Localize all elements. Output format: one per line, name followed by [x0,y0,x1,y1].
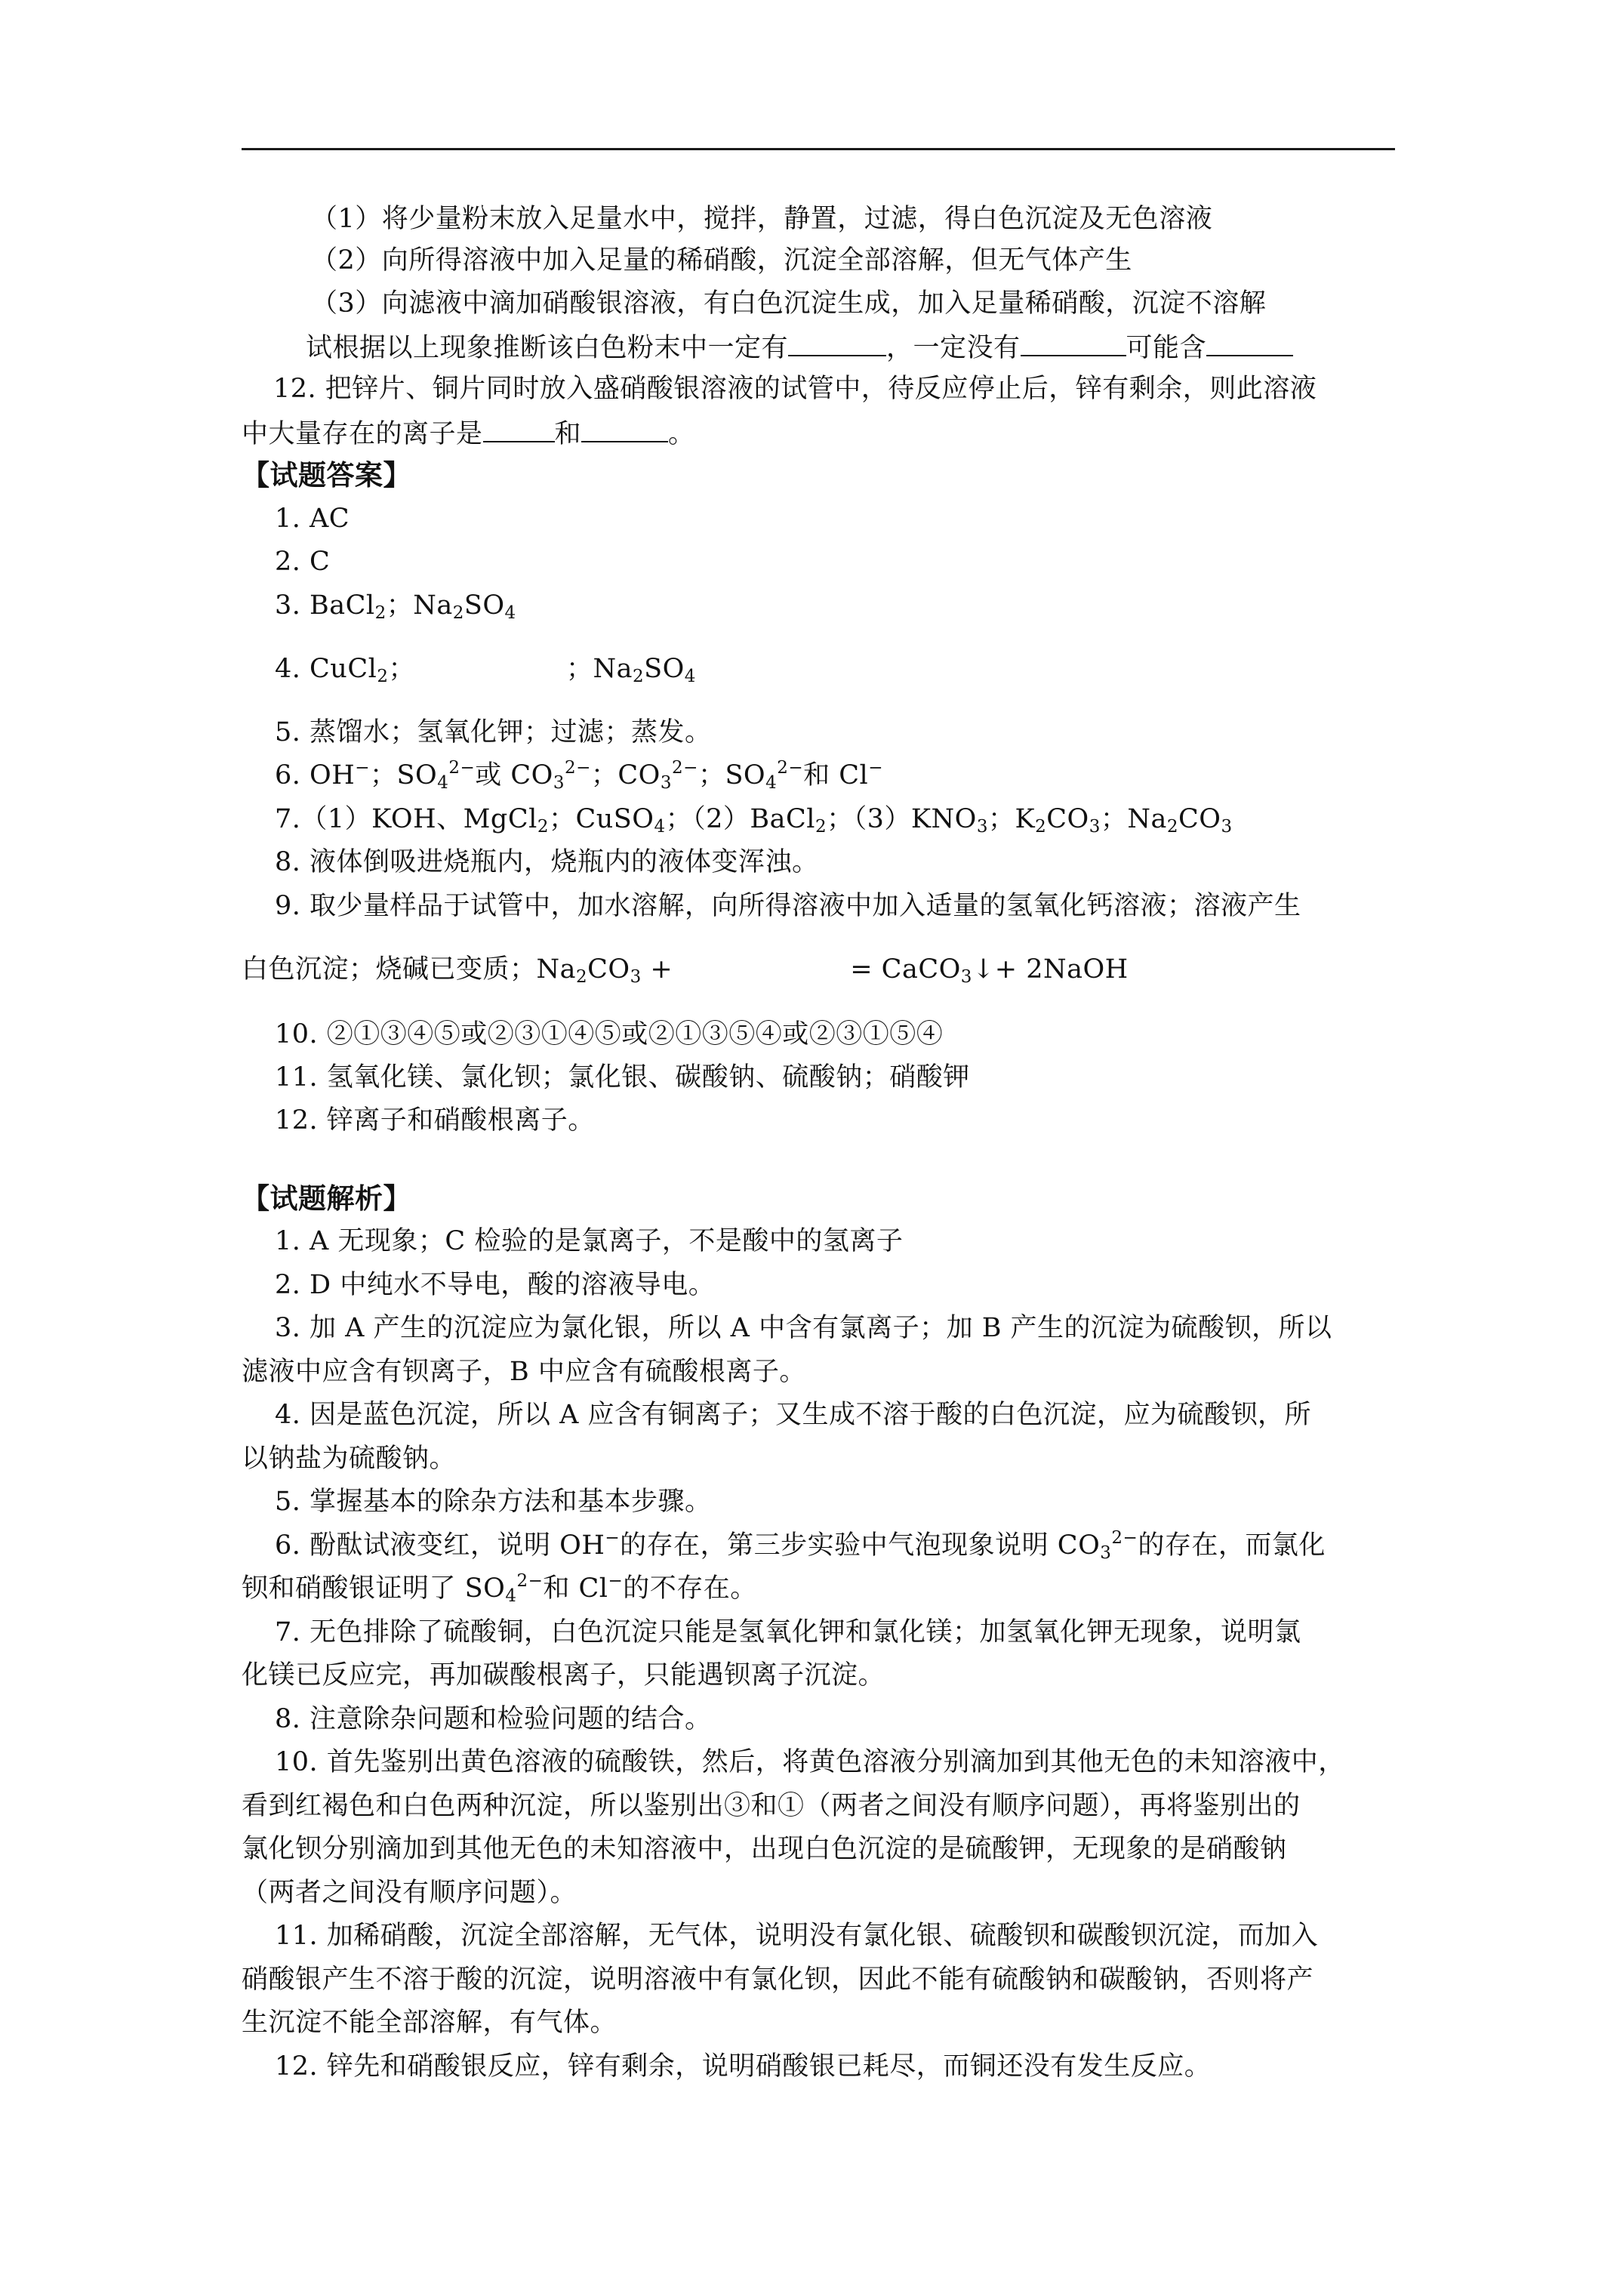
analysis-11-line1: 11. 加稀硝酸，沉淀全部溶解，无气体，说明没有氯化银、硫酸钡和碳酸钡沉淀，而加入 [275,1921,1319,1951]
analysis-6-part: 和 Cl [543,1573,608,1604]
answer-3 [275,589,516,622]
subscript: 2 [576,967,588,987]
subscript: 4 [437,773,449,793]
superscript: 2− [777,758,804,778]
answer-3-part: 3. BaCl [275,590,375,621]
answer-9-part: ↓+ 2NaOH [972,954,1129,985]
answer-11: 11. 氢氧化镁、氯化钡；氯化银、碳酸钠、硫酸钠；硝酸钾 [275,1062,970,1093]
subscript: 3 [1089,817,1101,837]
subscript: 2 [452,603,464,623]
subscript: 3 [630,967,642,987]
answer-7-part: ；K [987,804,1036,834]
subscript: 2 [537,817,549,837]
analysis-7-line2: 化镁已反应完，再加碳酸根离子，只能遇钡离子沉淀。 [242,1660,885,1690]
answer-5: 5. 蒸馏水；氢氧化钾；过滤；蒸发。 [275,717,712,747]
q12-blank-1[interactable] [483,415,555,442]
subscript: 4 [684,667,696,686]
subscript: 4 [654,817,666,837]
answer-7-part: CO [1178,804,1221,834]
subscript: 4 [505,1586,517,1606]
answer-9-part: = CaCO [850,954,961,985]
answer-6-part: 和 Cl [803,760,869,791]
answer-4 [275,652,696,686]
answer-6-part: ；SO [698,760,766,791]
analysis-11-line3: 生沉淀不能全部溶解，有气体。 [242,2008,617,2038]
subscript: 4 [765,773,778,793]
answer-6-part: ；CO [590,760,661,791]
subscript: 2 [815,817,827,837]
answer-9-line1: 9. 取少量样品于试管中，加水溶解，向所得溶液中加入适量的氢氧化钙溶液；溶液产生 [275,891,1301,921]
analysis-6-part: 的存在，而氯化 [1138,1530,1326,1561]
superscript: − [355,758,371,778]
answer-10: 10. ②①③④⑤或②③①④⑤或②①③⑤④或②③①⑤④ [275,1019,944,1049]
answer-7-part: CO [1046,804,1089,834]
q12-text-b: 和 [554,419,582,449]
superscript: − [868,758,884,778]
q11-blank-absent[interactable] [1021,329,1126,356]
answer-7 [275,803,1233,836]
superscript: 2− [1111,1528,1138,1548]
analysis-6-part: 的存在，第三步实验中气泡现象说明 CO [620,1530,1101,1561]
superscript: 2− [565,758,591,778]
answer-6-part: 6. OH [275,760,356,791]
answer-7-part: ；（3）KNO [827,804,977,834]
subscript: 3 [1221,817,1233,837]
subscript: 2 [374,603,387,623]
q11-prompt-text-c: 可能含 [1126,333,1207,363]
q11-blank-possible[interactable] [1206,329,1293,356]
answer-7-part: ；Na [1100,804,1167,834]
analysis-6-line1 [275,1529,1326,1562]
analysis-10-line2: 看到红褐色和白色两种沉淀，所以鉴别出③和①（两者之间没有顺序问题），再将鉴别出的 [242,1791,1301,1821]
analysis-heading: 【试题解析】 [242,1182,411,1215]
answer-9-line2 [242,953,1129,986]
answer-9-part: 白色沉淀；烧碱已变质；Na [242,954,576,985]
q12-text-a: 中大量存在的离子是 [242,419,483,449]
subscript: 4 [504,603,516,623]
subscript: 3 [553,773,565,793]
q11-step3: （3）向滤液中滴加硝酸银溶液，有白色沉淀生成，加入足量稀硝酸，沉淀不溶解 [311,288,1267,319]
q11-prompt [306,329,1293,365]
header-rule [242,148,1395,150]
subscript: 2 [632,667,645,686]
answer-2: 2. C [275,547,331,577]
answer-12: 12. 锌离子和硝酸根离子。 [275,1105,595,1136]
answer-1: 1. AC [275,504,350,534]
analysis-6-part: 钡和硝酸银证明了 SO [242,1573,506,1604]
subscript: 3 [1100,1543,1112,1563]
analysis-6-line2 [242,1572,757,1605]
subscript: 2 [1035,817,1047,837]
answer-9-part: CO [587,954,630,985]
q12-line2 [242,415,695,451]
answer-7-part: ；CuSO [548,804,654,834]
analysis-3-line2: 滤液中应含有钡离子，B 中应含有硫酸根离子。 [242,1357,806,1387]
analysis-6-part: 的不存在。 [623,1573,757,1604]
analysis-5: 5. 掌握基本的除杂方法和基本步骤。 [275,1487,712,1517]
analysis-10-line3: 氯化钡分别滴加到其他无色的未知溶液中，出现白色沉淀的是硫酸钾，无现象的是硝酸钠 [242,1834,1287,1864]
q11-blank-certain[interactable] [788,329,886,356]
q12-blank-2[interactable] [581,415,668,442]
subscript: 3 [976,817,988,837]
q11-prompt-text-a: 试根据以上现象推断该白色粉末中一定有 [306,333,789,363]
answer-7-part: 7.（1）KOH、MgCl [275,804,537,834]
answer-3-part: SO [463,590,505,621]
analysis-4-line2: 以钠盐为硫酸钠。 [242,1444,457,1474]
analysis-11-line2: 硝酸银产生不溶于酸的沉淀，说明溶液中有氯化钡，因此不能有硫酸钠和碳酸钠，否则将产 [242,1965,1314,1995]
analysis-7-line1: 7. 无色排除了硫酸铜，白色沉淀只能是氢氧化钾和氯化镁；加氢氧化钾无现象，说明氯 [275,1617,1301,1647]
analysis-10-line1: 10. 首先鉴别出黄色溶液的硫酸铁，然后，将黄色溶液分别滴加到其他无色的未知溶液中， [275,1747,1345,1777]
subscript: 3 [660,773,673,793]
answer-4-part: ；Na [565,654,633,684]
q12-text-c: 。 [668,419,695,449]
answer-6 [275,759,883,792]
superscript: − [605,1528,621,1548]
analysis-4-line1: 4. 因是蓝色沉淀，所以 A 应含有铜离子；又生成不溶于酸的白色沉淀，应为硫酸钡，所 [275,1400,1312,1430]
answer-9-part: + [641,954,673,985]
analysis-10-line4: （两者之间没有顺序问题）。 [242,1878,577,1908]
answer-4-part: ； [388,654,415,684]
superscript: − [608,1571,624,1591]
analysis-6-part: 6. 酚酞试液变红，说明 OH [275,1530,605,1561]
answer-8: 8. 液体倒吸进烧瓶内，烧瓶内的液体变浑浊。 [275,847,819,877]
answer-3-part: ；Na [386,590,453,621]
q11-step2: （2）向所得溶液中加入足量的稀硝酸，沉淀全部溶解，但无气体产生 [311,245,1132,276]
analysis-12: 12. 锌先和硝酸银反应，锌有剩余，说明硝酸银已耗尽，而铜还没有发生反应。 [275,2051,1212,2082]
q11-prompt-text-b: ，一定没有 [886,333,1021,363]
answer-6-part: 或 CO [475,760,553,791]
analysis-2: 2. D 中纯水不导电，酸的溶液导电。 [275,1270,716,1300]
analysis-1: 1. A 无现象；C 检验的是氯离子，不是酸中的氢离子 [275,1226,904,1256]
superscript: 2− [516,1571,544,1591]
q12-line1: 12. 把锌片、铜片同时放入盛硝酸银溶液的试管中，待反应停止后，锌有剩余，则此溶液 [273,374,1317,404]
answer-6-part: ；SO [370,760,438,791]
answer-7-part: ；（2）BaCl [665,804,815,834]
subscript: 2 [1166,817,1179,837]
subscript: 3 [960,967,972,987]
superscript: 2− [672,758,698,778]
answer-4-part: 4. CuCl [275,654,377,684]
answer-4-part: SO [644,654,685,684]
analysis-3-line1: 3. 加 A 产生的沉淀应为氯化银，所以 A 中含有氯离子；加 B 产生的沉淀为硫酸钡，所以 [275,1313,1332,1343]
superscript: 2− [448,758,476,778]
analysis-8: 8. 注意除杂问题和检验问题的结合。 [275,1704,712,1734]
answers-heading: 【试题答案】 [242,458,411,492]
subscript: 2 [377,667,389,686]
q11-step1: （1）将少量粉末放入足量水中，搅拌，静置，过滤，得白色沉淀及无色溶液 [311,204,1213,234]
